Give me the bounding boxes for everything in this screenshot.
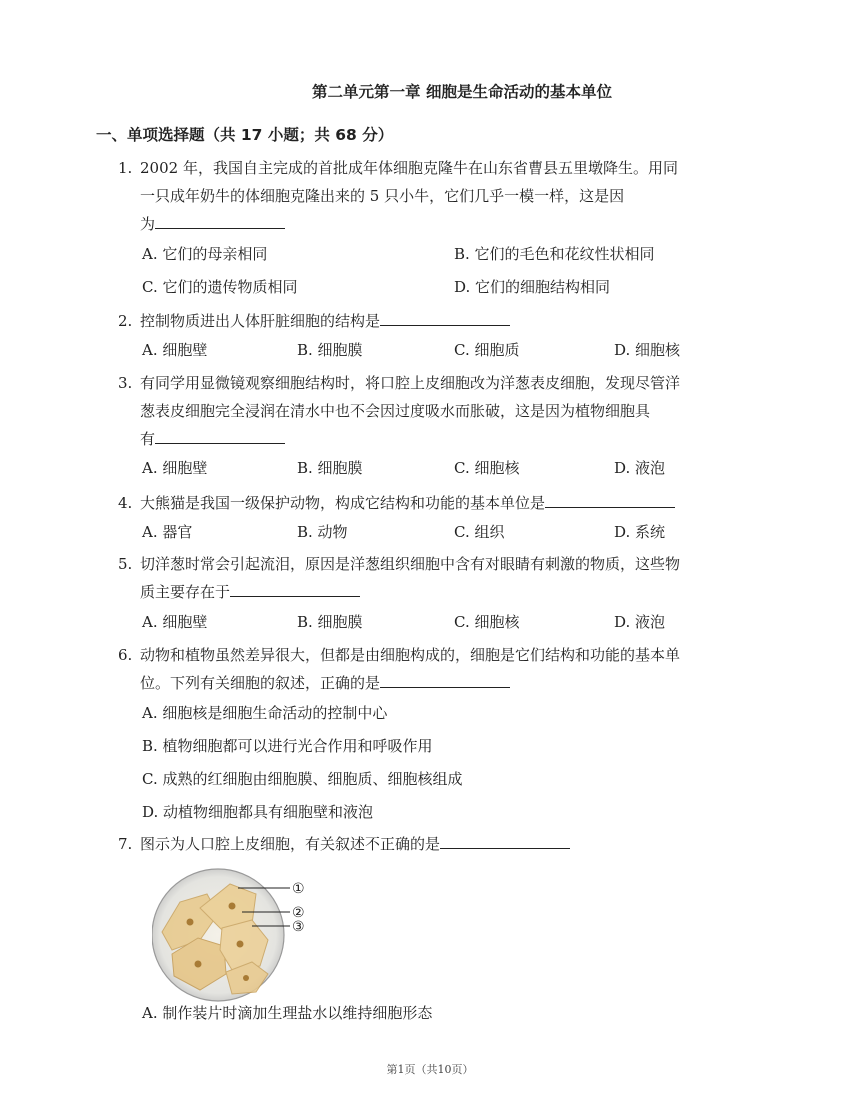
answer-blank[interactable] bbox=[380, 669, 510, 688]
question-1: 1. 2002 年，我国自主完成的首批成年体细胞克隆牛在山东省曹县五里墩降生。用同 一只成年奶牛的体细胞克隆出来的 5 只小牛，它们几乎一模一样，这是因 为 bbox=[118, 159, 678, 233]
answer-blank[interactable] bbox=[230, 578, 360, 597]
option-c[interactable]: C. 细胞核 bbox=[454, 459, 520, 477]
label-3: ③ bbox=[292, 919, 305, 935]
question-5: 5. 切洋葱时常会引起流泪，原因是洋葱组织细胞中含有对眼睛有刺激的物质，这些物 质主要存在于 bbox=[118, 555, 681, 601]
option-c[interactable]: C. 它们的遗传物质相同 bbox=[142, 278, 298, 296]
question-4: 4. 大熊猫是我国一级保护动物，构成它结构和功能的基本单位是 bbox=[118, 489, 763, 517]
question-3: 3. 有同学用显微镜观察细胞结构时，将口腔上皮细胞改为洋葱表皮细胞，发现尽管洋 葱表皮细胞完全浸润在清水中也不会因过度吸水而胀破，这是因为植物细胞具 有 bbox=[118, 374, 681, 448]
question-6: 6. 动物和植物虽然差异很大，但都是由细胞构成的，细胞是它们结构和功能的基本单 位。下列有关细胞的叙述，正确的是 bbox=[118, 646, 681, 692]
option-c[interactable]: C. 成熟的红细胞由细胞膜、细胞质、细胞核组成 bbox=[142, 770, 463, 788]
option-b[interactable]: B. 细胞膜 bbox=[297, 341, 363, 359]
answer-blank[interactable] bbox=[155, 210, 285, 229]
option-a[interactable]: A. 细胞壁 bbox=[142, 613, 208, 631]
option-d[interactable]: D. 系统 bbox=[614, 523, 666, 541]
option-a[interactable]: A. 细胞壁 bbox=[142, 341, 208, 359]
question-2: 2. 控制物质进出人体肝脏细胞的结构是 bbox=[118, 307, 763, 335]
option-c[interactable]: C. 组织 bbox=[454, 523, 505, 541]
option-a[interactable]: A. 细胞壁 bbox=[142, 459, 208, 477]
option-a[interactable]: A. 器官 bbox=[142, 523, 193, 541]
option-d[interactable]: D. 液泡 bbox=[614, 459, 666, 477]
option-b[interactable]: B. 动物 bbox=[297, 523, 348, 541]
option-b[interactable]: B. 它们的毛色和花纹性状相同 bbox=[454, 245, 655, 263]
answer-blank[interactable] bbox=[380, 307, 510, 326]
option-d[interactable]: D. 液泡 bbox=[614, 613, 666, 631]
option-b[interactable]: B. 细胞膜 bbox=[297, 459, 363, 477]
option-b[interactable]: B. 植物细胞都可以进行光合作用和呼吸作用 bbox=[142, 737, 433, 755]
option-d[interactable]: D. 它们的细胞结构相同 bbox=[454, 278, 611, 296]
option-a[interactable]: A. 它们的母亲相同 bbox=[142, 245, 268, 263]
label-2: ② bbox=[292, 905, 305, 921]
answer-blank[interactable] bbox=[440, 830, 570, 849]
answer-blank[interactable] bbox=[545, 489, 675, 508]
cheek-cell-microscope-figure bbox=[152, 862, 338, 1010]
option-a[interactable]: A. 细胞核是细胞生命活动的控制中心 bbox=[142, 704, 388, 722]
page-title: 第二单元第一章 细胞是生命活动的基本单位 bbox=[312, 83, 612, 101]
question-7: 7. 图示为人口腔上皮细胞，有关叙述不正确的是 bbox=[118, 830, 763, 858]
label-1: ① bbox=[292, 881, 305, 897]
section-heading: 一、单项选择题（共 17 小题；共 68 分） bbox=[96, 126, 394, 144]
option-c[interactable]: C. 细胞质 bbox=[454, 341, 520, 359]
option-a[interactable]: A. 制作装片时滴加生理盐水以维持细胞形态 bbox=[142, 1004, 433, 1022]
option-d[interactable]: D. 细胞核 bbox=[614, 341, 681, 359]
answer-blank[interactable] bbox=[155, 425, 285, 444]
page-footer: 第1页（共10页） bbox=[386, 1063, 474, 1076]
option-d[interactable]: D. 动植物细胞都具有细胞壁和液泡 bbox=[142, 803, 374, 821]
option-c[interactable]: C. 细胞核 bbox=[454, 613, 520, 631]
option-b[interactable]: B. 细胞膜 bbox=[297, 613, 363, 631]
